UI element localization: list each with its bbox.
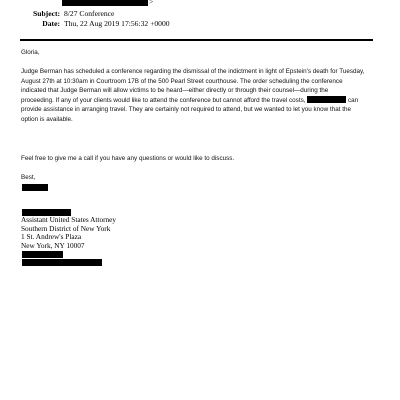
- paragraph-text: can: [347, 96, 359, 104]
- redaction-bar: [62, 0, 148, 6]
- signature-address-line1: 1 St. Andrew's Plaza: [21, 232, 82, 241]
- paragraph-line: provide assistance in arranging travel. They are certainly not required to attend, but we wanted to let you know that the: [21, 106, 351, 114]
- signature-office: Southern District of New York: [21, 223, 111, 233]
- date-label: Date:: [42, 19, 60, 28]
- paragraph-text: proceeding. If any of your clients would like to attend the conference but cannot afford the travel costs,: [21, 96, 306, 104]
- closing: Best,: [21, 174, 36, 181]
- date-value: Thu, 22 Aug 2019 17:56:32 +0000: [64, 19, 170, 28]
- paragraph-line: indicated that Judge Berman will allow victims to be heard—either directly or through their counsel—during the: [21, 87, 329, 95]
- paragraph-followup: Feel free to give me a call if you have any questions or would like to discuss.: [21, 155, 235, 162]
- header-divider: [20, 39, 373, 41]
- greeting: Gloria,: [21, 49, 40, 56]
- subject-value: 8/27 Conference: [64, 9, 115, 18]
- redaction-bar: [22, 251, 63, 258]
- subject-label: Subject:: [33, 9, 60, 18]
- paragraph-line: option is available.: [21, 115, 73, 123]
- paragraph-line: Judge Berman has scheduled a conference regarding the dismissal of the indictment in light of Epstein's death for Tuesday,: [21, 68, 365, 75]
- redaction-bar: [22, 184, 48, 191]
- redaction-bar: [307, 96, 346, 103]
- redacted-address-end: >: [149, 0, 154, 6]
- signature-title: Assistant United States Attorney: [21, 215, 117, 224]
- signature-address-line2: New York, NY 10007: [21, 240, 85, 250]
- paragraph-main: [21, 67, 381, 125]
- paragraph-line: August 27th at 10:30am in Courtroom 17B of the 500 Pearl Street courthouse. The order scheduling the conference: [21, 77, 343, 85]
- paragraph-line: [21, 96, 381, 106]
- redaction-bar: [22, 259, 102, 266]
